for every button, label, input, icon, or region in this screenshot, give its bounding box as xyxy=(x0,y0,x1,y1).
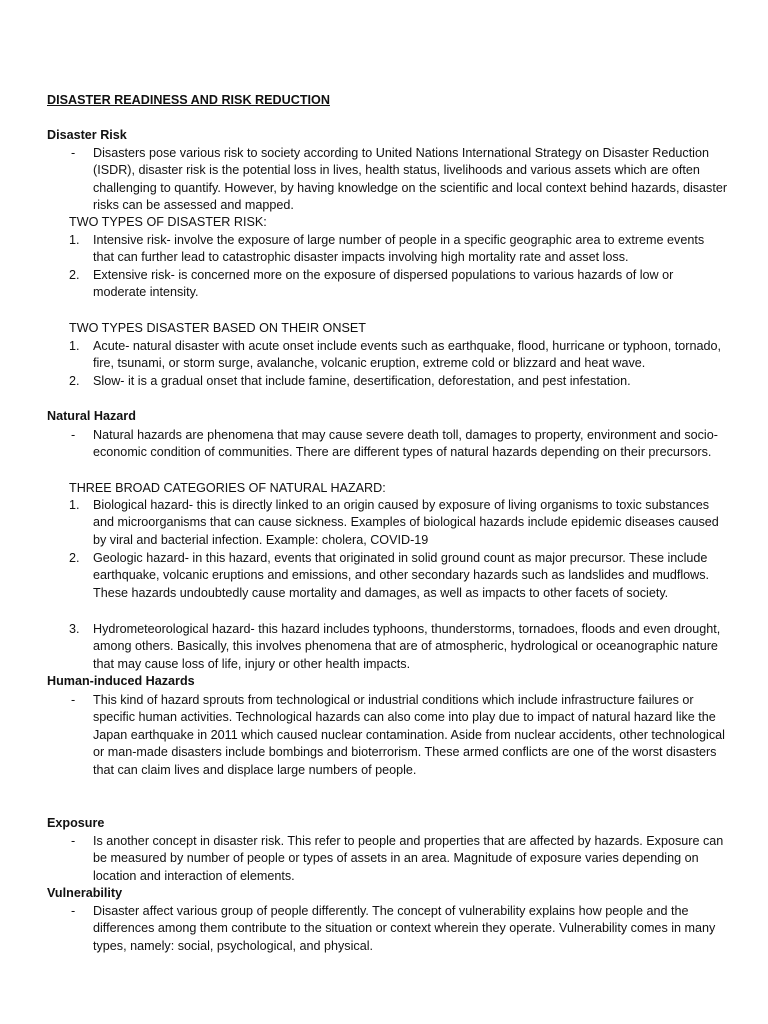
section-heading-vulnerability: Vulnerability xyxy=(47,886,123,900)
list-number: 1. xyxy=(69,498,80,512)
list-number: 1. xyxy=(69,233,80,247)
disaster-risk-paragraph: Disasters pose various risk to society according to United Nations International Strategy on Disaster Reduction (ISDR), disaster risk is the potential loss in lives, health status, livelihoods and various assets which are often challenging to quantify. However, by having knowledge on the scientific and local context behind hazards, disaster risks can be assessed and mapped. xyxy=(93,146,728,213)
bullet-dash: - xyxy=(71,904,76,918)
subheading-types-of-risk: TWO TYPES OF DISASTER RISK: xyxy=(69,215,267,229)
human-induced-paragraph: This kind of hazard sprouts from technological or industrial conditions which include infrastructure failures or specific human activities. Technological hazards can also come into play due to impact of natural hazard like the Japan earthquake in 2011 which caused nuclear contamination. Aside from nuclear accidents, other technological or man-made disasters include bombings and bioterrorism. These armed conflicts are one of the worst disasters that can claim lives and displace large numbers of people. xyxy=(93,693,725,777)
section-heading-human-induced: Human-induced Hazards xyxy=(47,674,195,688)
exposure-paragraph: Is another concept in disaster risk. This refer to people and properties that are affected by hazards. Exposure can be measured by number of people or types of assets in an area. Magnitude of exposure varies depending on location and interaction of elements. xyxy=(93,834,724,883)
list-number: 2. xyxy=(69,374,80,388)
list-number: 2. xyxy=(69,551,80,565)
list-number: 2. xyxy=(69,268,80,282)
section-heading-exposure: Exposure xyxy=(47,816,105,830)
list-item-intensive-risk: Intensive risk- involve the exposure of large number of people in a specific geographic area to extreme events that can further lead to catastrophic disaster impacts involving high mortality rate and asset loss. xyxy=(93,233,705,265)
list-item-slow: Slow- it is a gradual onset that include famine, desertification, deforestation, and pest infestation. xyxy=(93,374,631,388)
list-number: 3. xyxy=(69,622,80,636)
vulnerability-paragraph: Disaster affect various group of people differently. The concept of vulnerability explains how people and the differences among them contribute to the situation or context wherein they operate. Vulnerability comes in many types, namely: social, psychological, and physical. xyxy=(93,904,716,953)
list-item-extensive-risk: Extensive risk- is concerned more on the exposure of dispersed populations to various hazards of low or moderate intensity. xyxy=(93,268,674,300)
subheading-categories: THREE BROAD CATEGORIES OF NATURAL HAZARD: xyxy=(69,481,386,495)
section-heading-natural-hazard: Natural Hazard xyxy=(47,409,136,423)
document-title: DISASTER READINESS AND RISK REDUCTION xyxy=(47,93,330,107)
bullet-dash: - xyxy=(71,693,76,707)
list-item-acute: Acute- natural disaster with acute onset include events such as earthquake, flood, hurricane or typhoon, tornado, fire, tsunami, or storm surge, avalanche, volcanic eruption, extreme cold or blizzard and heat wave. xyxy=(93,339,721,371)
bullet-dash: - xyxy=(71,428,76,442)
list-item-geologic-hazard: Geologic hazard- in this hazard, events that originated in solid ground count as major precursor. These include earthquake, volcanic eruptions and emissions, and other secondary hazards such as landslides and mudflows. These hazards undoubtedly cause mortality and damages, as well as impacts to other facets of society. xyxy=(93,551,710,600)
section-heading-disaster-risk: Disaster Risk xyxy=(47,128,127,142)
list-item-hydrometeorological-hazard: Hydrometeorological hazard- this hazard includes typhoons, thunderstorms, tornadoes, floods and even drought, among others. Basically, this involves phenomena that are of atmospheric, hydrological or oceanographic nature that may cause loss of life, injury or other health impacts. xyxy=(93,622,721,671)
bullet-dash: - xyxy=(71,834,76,848)
subheading-onset: TWO TYPES DISASTER BASED ON THEIR ONSET xyxy=(69,321,366,335)
bullet-dash: - xyxy=(71,146,76,160)
list-item-biological-hazard: Biological hazard- this is directly linked to an origin caused by exposure of living organisms to toxic substances and microorganisms that can cause sickness. Examples of biological hazards include epidemic diseases caused by viral and bacterial infection. Example: cholera, COVID-19 xyxy=(93,498,719,547)
natural-hazard-paragraph: Natural hazards are phenomena that may cause severe death toll, damages to property, environment and socio-economic condition of communities. There are different types of natural hazards depending on their precursors. xyxy=(93,428,718,460)
list-number: 1. xyxy=(69,339,80,353)
